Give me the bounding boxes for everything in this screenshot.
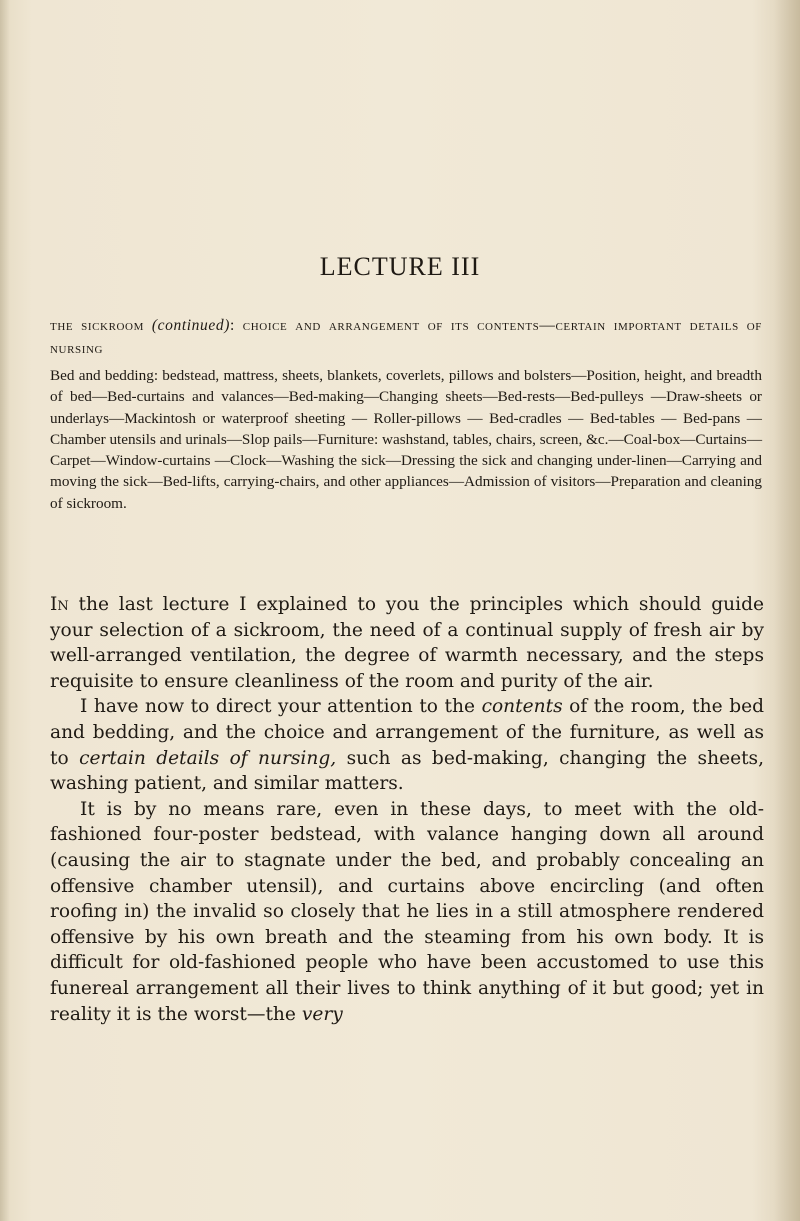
lecture-body	[50, 592, 764, 1027]
paragraph-2-text-c: such as bed-making, changing the sheets, washing patient, and similar matters.	[50, 747, 765, 795]
chapter-summary: Bed and bedding: bedstead, mattress, sheets, blankets, coverlets, pillows and bolsters—Position, height, and breadth of bed—Bed-curtains and valances—Bed-making—Changing sheets—Bed-rests—Bed-pulleys —Draw-sheets or underlays—Mackintosh or waterproof sheeting — Roller-pillows — Bed-cradles — Bed-tables — Bed-pans — Chamber utensils and urinals—Slop pails—Furniture: washstand, tables, chairs, screen, &c.—Coal-box—Curtains—Carpet—Window-curtains —Clock—Washing the sick—Dressing the sick and changing under-linen—Carrying and moving the sick—Bed-lifts, carrying-chairs, and other appliances—Admission of visitors—Preparation and cleaning of sickroom.	[50, 367, 763, 512]
page-gutter-shadow	[0, 0, 10, 1221]
paragraph-2-text-b: of the room, the bed and bedding, and the choice and arrangement of the furniture, as well as to	[50, 696, 764, 769]
lecture-title: LECTURE III	[319, 252, 481, 281]
paragraph-3-text: It is by no means rare, even in these days, to meet with the old-fashioned four-poster bedstead, with valance hanging down all around (causing the air to stagnate under the bed, and probably concealing an offensive chamber utensil), and curtains above encircling (and often roofing in) the invalid so closely that he lies in a still atmosphere rendered offensive by his own breath and the steaming from his own body. It is difficult for old-fashioned people who have been accustomed to use this funereal arrangement all their lives to think anything of it but good; yet in reality it is the worst—the	[50, 798, 764, 1025]
paragraph-2-emphasis-contents: contents	[481, 696, 563, 718]
subtitle-part1: the sickroom	[50, 317, 144, 334]
paragraph-2-emphasis-details: certain details of nursing,	[79, 747, 337, 769]
paragraph-3-emphasis-very: very	[301, 1003, 343, 1025]
paragraph-2	[50, 694, 764, 796]
subtitle-continued: (continued)	[151, 317, 230, 334]
paragraph-1	[50, 592, 764, 694]
paragraph-2-text-a: I have now to direct your attention to the	[80, 696, 482, 718]
paragraph-1-text: the last lecture I explained to you the principles which should guide your selection of a sickroom, the need of a continual supply of fresh air by well-arranged ventilation, the degree of warmth necessary, and the steps requisite to ensure cleanliness of the room and purity of the air.	[50, 594, 764, 692]
chapter-subtitle	[50, 314, 762, 360]
subtitle-part3: : choice and arrangement of its contents—certain important details of nursing	[50, 317, 762, 357]
paragraph-1-lead: In	[50, 594, 69, 615]
paragraph-3	[50, 797, 764, 1027]
